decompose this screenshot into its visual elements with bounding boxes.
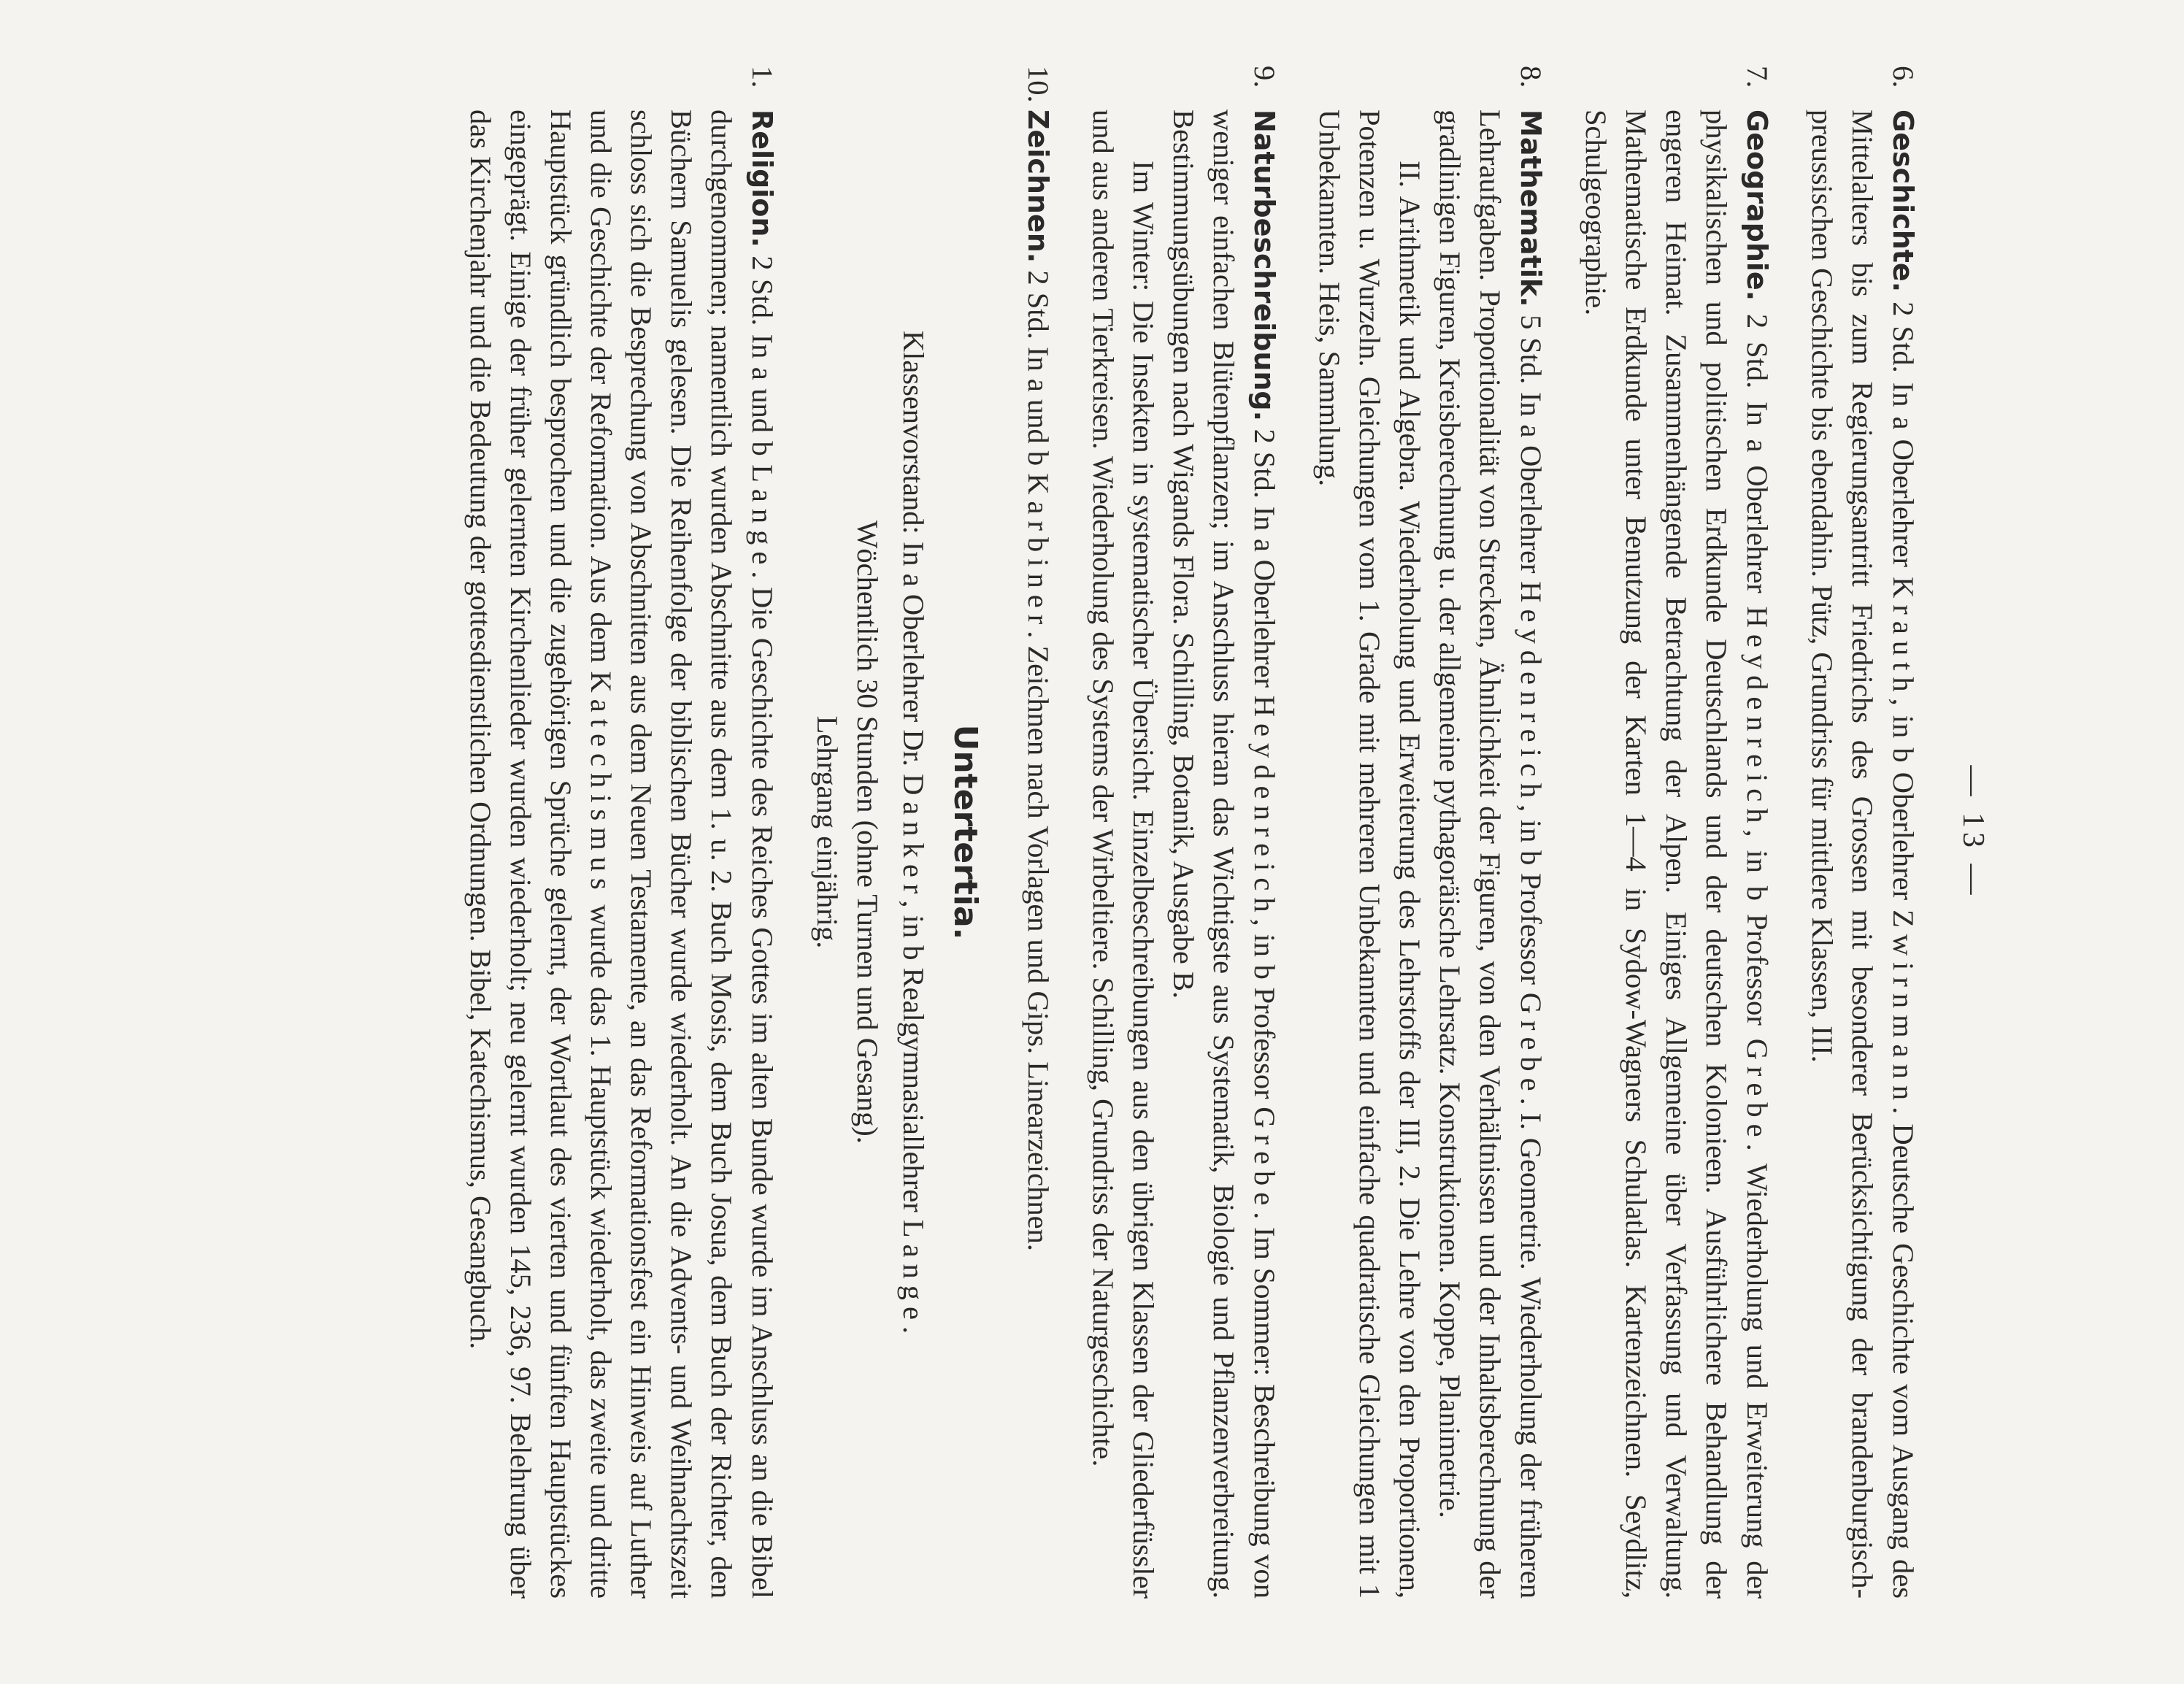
teacher-name: Grebe <box>1741 1038 1774 1144</box>
body-paragraph: II. Arithmetik und Algebra. Wiederholung und Erweiterung des Lehrstoffs der III, 2. Die Lehre von den Proportionen, Potenzen u. Wurzeln. Gleichungen vom 1. Grade mit mehreren Unbekannten und einfache quadratische Gleichungen mit 1 Unbekannten. Heis, Sammlung. <box>1313 109 1426 1599</box>
body-text: . Die Geschichte des Reiches Gottes im alten Bunde wurde im Anschluss an die Bibel durchgenommen; namentlich wurden Abschnitte aus dem 1. u. 2. Buch Mosis, dem Buch Josua, dem Buch der Richter, den Büchern Samuelis gelesen. Die Reihenfolge der biblischen Bücher wurde wiederholt. An die Advents- und Weihnachtszeit schloss sich die Besprechung von Abschnitten aus dem Neuen Testamente, an das Reformationsfest ein Hinweis auf Luther und die Geschichte der Reformation. Aus dem <box>585 109 779 1599</box>
lead-text: In a und b <box>1022 347 1055 466</box>
entry-naturbeschreibung <box>1083 66 1285 1599</box>
entry-geschichte <box>1802 66 1923 1599</box>
teacher-name: Karbiner <box>1022 473 1055 631</box>
teacher-name: Heydenreich <box>1741 606 1774 830</box>
lead-text: In a Oberlehrer <box>1741 401 1774 593</box>
entry-number: 9. <box>1248 66 1281 88</box>
teacher-name: Lange <box>897 1219 930 1327</box>
mid-text: , in b Oberlehrer <box>1887 698 1920 901</box>
teacher-name: Danker <box>897 774 930 901</box>
vorstand-mid: , in b Realgymnasiallehrer <box>897 900 930 1212</box>
lead-text: In a Oberlehrer <box>1515 392 1547 574</box>
teacher-name: Krauth <box>1887 577 1920 699</box>
entry-number: 8. <box>1515 66 1547 88</box>
vorstand-lead: Klassenvorstand: In a Oberlehrer Dr. <box>897 330 930 767</box>
hours: 2 Std. <box>1022 270 1055 339</box>
body-text: . Deutsche Geschichte vom Ausgang des Mittelalters bis zum Regierungsantritt Friedrichs des Grossen mit besonderer Berücksichtigung der brandenburgisch-preussischen Geschichte bis ebendahin. Pütz, Grundriss für mittlere Klassen, III. <box>1806 109 1920 1599</box>
body-text: . I. Geometrie. Wiederholung der früheren Lehraufgaben. Proportionalität von Strecken, Ähnlichkeit der Figuren, von den Verhältnissen und der Inhaltsberechnung der gradlinigen Figuren, Kreisberechnung u. der allgemeine pythagoräische Lehrsatz. Konstruktionen. Koppe, Planimetrie. <box>1434 109 1547 1599</box>
mid-text: , in b Professor <box>1248 918 1281 1099</box>
body-text: . Im Sommer: Beschreibung von weniger einfachen Blütenpflanzen; im Anschluss hieran das Wichtigste aus Systematik, Biologie und Pflanzenverbreitung. Bestimmungsübungen nach Wigands Flora. Schilling, Botanik, Ausgabe B. <box>1167 109 1281 1599</box>
entry-mathematik <box>1310 66 1551 1599</box>
subject-title: Religion. <box>746 109 778 247</box>
klassenvorstand-line <box>893 66 934 1599</box>
lead-text: In a und b <box>746 334 779 456</box>
teacher-name: Grebe <box>1515 992 1547 1098</box>
hours: 2 Std. <box>1887 301 1920 373</box>
body-text: . Zeichnen nach Vorlagen und Gips. Linearzeichnen. <box>1022 631 1055 1252</box>
entry-religion <box>461 66 783 1599</box>
subject-title: Mathematik. <box>1515 109 1547 307</box>
entry-geographie <box>1576 66 1777 1599</box>
entry-number: 7. <box>1741 66 1774 88</box>
subject-title: Geschichte. <box>1887 109 1919 293</box>
teacher-name: Lange <box>746 464 779 572</box>
hours: 2 Std. <box>1248 428 1281 499</box>
body-text: . Wiederholung und Erweiterung der physikalischen und politischen Erdkunde Deutschlands und der deutschen Kolonieen. Ausführlichere Behandlung der engeren Heimat. Zusammenhängende Betrachtung der Alpen. Einiges Allgemeine über Verfassung und Verwaltung. Mathematische Erdkunde unter Benutzung der Karten 1—4 in Sydow-Wagners Schulatlas. Kartenzeichnen. Seydlitz, Schulgeographie. <box>1580 109 1774 1599</box>
entry-number: 1. <box>746 66 779 88</box>
weekly-hours-line: Wöchentlich 30 Stunden (ohne Turnen und Gesang). <box>851 520 884 1144</box>
lead-text: In a Oberlehrer <box>1887 382 1920 568</box>
subject-title: Zeichnen. <box>1022 109 1054 264</box>
subject-title: Naturbeschreibung. <box>1248 109 1280 422</box>
page-number-header: — 13 — <box>1956 765 1990 899</box>
body-paragraph: Im Winter: Die Insekten in systematischer Übersicht. Einzelbeschreibungen aus den übrigen Klassen der Gliederfüssler und aus anderen Tierkreisen. Wiederholung des Systems der Wirbeltiere. Schilling, Grundriss der Naturgeschichte. <box>1087 109 1160 1599</box>
course-duration-line: Lehrgang einjährig. <box>811 715 844 949</box>
teacher-name: Zwirnmann <box>1887 910 1920 1107</box>
teacher-name: Heydenreich <box>1248 695 1281 919</box>
section-title: Untertertia. <box>947 724 984 940</box>
mid-text: , in b Professor <box>1741 829 1774 1026</box>
lead-text: In a Oberlehrer <box>1248 506 1281 688</box>
mid-text: , in b Professor <box>1515 804 1547 985</box>
hours: 2 Std. <box>1741 313 1774 389</box>
teacher-name: Heydenreich <box>1515 581 1547 805</box>
vorstand-end: . <box>897 1326 930 1334</box>
hours: 2 Std. <box>746 255 779 326</box>
subject-title: Geographie. <box>1741 109 1773 301</box>
entry-number: 10. <box>1022 66 1055 103</box>
body-text: wurde das 1. Hauptstück wiederholt, das zweite und dritte Hauptstück gründlich besprochen und die zugehörigen Sprüche gelernt, der Wortlaut des vierten und fünften Hauptstückes eingeprägt. Einige der früher gelernten Kirchenlieder wurden wiederholt; neu gelernt wurden 145, 236, 97. Belehrung über das Kirchenjahr und die Bedeutung der gottesdienstlichen Ordnungen. Bibel, Katechismus, Gesangbuch. <box>464 109 618 1599</box>
entry-number: 6. <box>1887 66 1920 88</box>
teacher-name: Grebe <box>1248 1107 1281 1212</box>
entry-zeichnen <box>1018 66 1058 1599</box>
scanned-page <box>226 66 1993 1599</box>
katechismus-word: Katechismus <box>585 671 618 896</box>
hours: 5 Std. <box>1515 315 1547 385</box>
